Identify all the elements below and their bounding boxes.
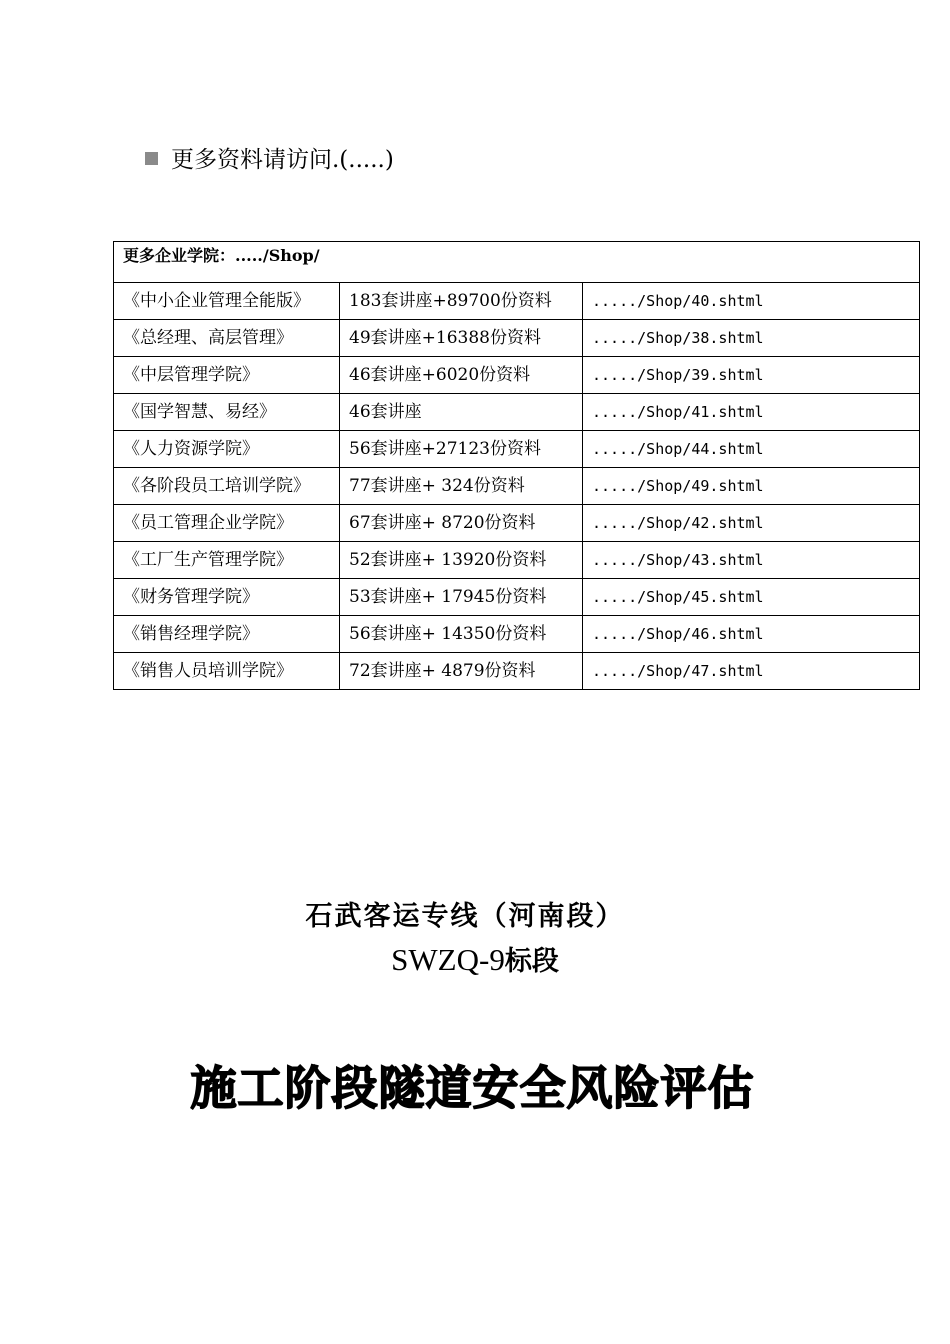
row-name: 《中层管理学院》 [114, 357, 340, 394]
row-name: 《人力资源学院》 [114, 431, 340, 468]
row-link[interactable]: ...../Shop/44.shtml [583, 431, 920, 468]
table-row [114, 505, 920, 542]
row-link[interactable]: ...../Shop/42.shtml [583, 505, 920, 542]
row-name: 《员工管理企业学院》 [114, 505, 340, 542]
table-row [114, 468, 920, 505]
row-link[interactable]: ...../Shop/46.shtml [583, 616, 920, 653]
row-link[interactable]: ...../Shop/40.shtml [583, 283, 920, 320]
row-name: 《国学智慧、易经》 [114, 394, 340, 431]
row-name: 《总经理、高层管理》 [114, 320, 340, 357]
row-link[interactable]: ...../Shop/47.shtml [583, 653, 920, 690]
square-bullet-icon [145, 152, 158, 165]
row-name: 《销售经理学院》 [114, 616, 340, 653]
row-link[interactable]: ...../Shop/41.shtml [583, 394, 920, 431]
section-suffix: 标段 [504, 946, 559, 977]
row-link[interactable]: ...../Shop/39.shtml [583, 357, 920, 394]
row-link[interactable]: ...../Shop/49.shtml [583, 468, 920, 505]
catalog-table [113, 241, 920, 690]
row-name: 《销售人员培训学院》 [114, 653, 340, 690]
table-row [114, 579, 920, 616]
project-title: 石武客运专线（河南段） [305, 901, 625, 932]
section-code: SWZQ-9 [391, 942, 505, 977]
row-content: 56套讲座+ 14350份资料 [340, 616, 583, 653]
row-content: 49套讲座+16388份资料 [340, 320, 583, 357]
table-header: 更多企业学院：...../Shop/ [114, 242, 920, 283]
row-content: 67套讲座+ 8720份资料 [340, 505, 583, 542]
row-content: 77套讲座+ 324份资料 [340, 468, 583, 505]
notice-line [145, 143, 394, 177]
row-content: 72套讲座+ 4879份资料 [340, 653, 583, 690]
notice-text: 更多资料请访问.(.....) [171, 147, 394, 173]
row-link[interactable]: ...../Shop/45.shtml [583, 579, 920, 616]
table-row [114, 357, 920, 394]
table-row [114, 394, 920, 431]
row-name: 《各阶段员工培训学院》 [114, 468, 340, 505]
row-name: 《中小企业管理全能版》 [114, 283, 340, 320]
row-content: 183套讲座+89700份资料 [340, 283, 583, 320]
table-row [114, 431, 920, 468]
table-row [114, 320, 920, 357]
table-header-row [114, 242, 920, 283]
table-row [114, 653, 920, 690]
table-row [114, 616, 920, 653]
table-row [114, 542, 920, 579]
row-content: 46套讲座 [340, 394, 583, 431]
row-content: 53套讲座+ 17945份资料 [340, 579, 583, 616]
section-title [0, 939, 950, 978]
row-link[interactable]: ...../Shop/43.shtml [583, 542, 920, 579]
row-content: 46套讲座+6020份资料 [340, 357, 583, 394]
row-link[interactable]: ...../Shop/38.shtml [583, 320, 920, 357]
document-main-title: 施工阶段隧道安全风险评估 [190, 1061, 755, 1115]
table-row [114, 283, 920, 320]
row-content: 52套讲座+ 13920份资料 [340, 542, 583, 579]
row-content: 56套讲座+27123份资料 [340, 431, 583, 468]
row-name: 《财务管理学院》 [114, 579, 340, 616]
row-name: 《工厂生产管理学院》 [114, 542, 340, 579]
